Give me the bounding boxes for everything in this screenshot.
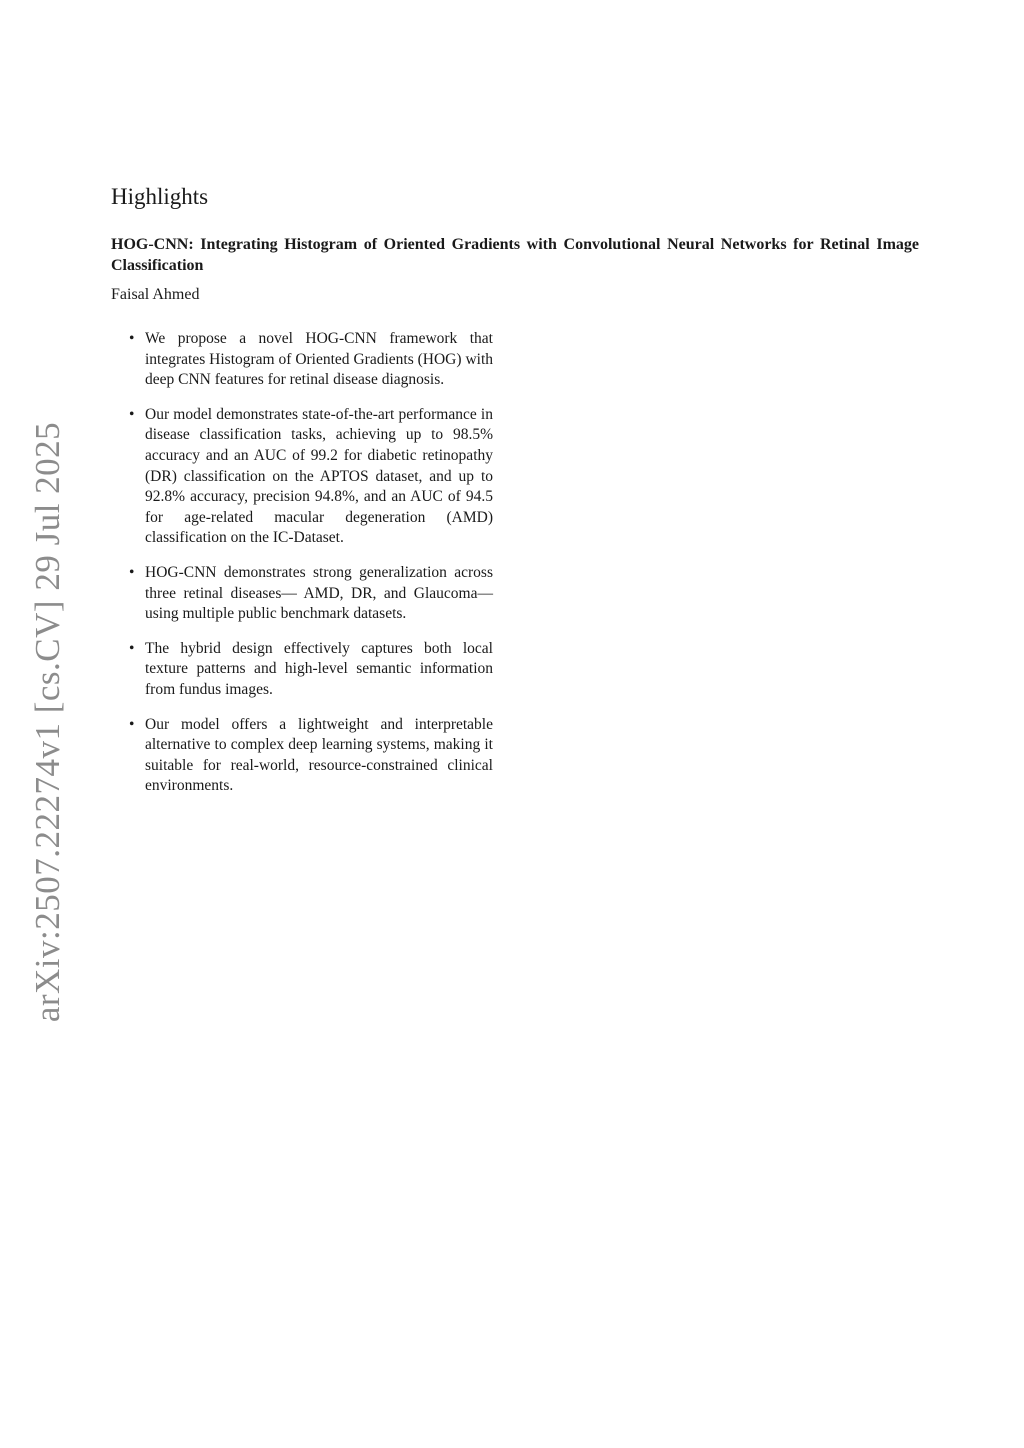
- bullet-icon: •: [129, 330, 135, 347]
- arxiv-identifier: arXiv:2507.22274v1 [cs.CV] 29 Jul 2025: [28, 421, 67, 1023]
- bullet-icon: •: [129, 639, 135, 657]
- highlight-item: [111, 563, 493, 625]
- highlight-item: [111, 405, 493, 549]
- author-name: Faisal Ahmed: [111, 286, 200, 303]
- highlight-item: [111, 639, 493, 701]
- bullet-icon: •: [129, 715, 135, 733]
- highlight-text: The hybrid design effectively captures both local texture patterns and high-level semantic information from fundus images.: [145, 639, 493, 698]
- highlight-text: Our model offers a lightweight and interpretable alternative to complex deep learning systems, making it suitable for real-world, resource-constrained clinical environments.: [145, 715, 493, 795]
- highlight-item: [111, 329, 493, 391]
- paper-title: HOG-CNN: Integrating Histogram of Oriented Gradients with Convolutional Neural Networks for Retinal Image Classification: [111, 236, 919, 274]
- bullet-icon: •: [129, 563, 135, 581]
- highlight-text: Our model demonstrates state-of-the-art performance in disease classification tasks, achieving up to 98.5% accuracy and an AUC of 99.2 for diabetic retinopathy (DR) classification on the APTOS dataset, and up to 92.8% accuracy, precision 94.8%, and an AUC of 94.5 for age-related macular degeneration (AMD) classification on the IC-Dataset.: [145, 405, 493, 547]
- highlight-text: We propose a novel HOG-CNN framework that integrates Histogram of Oriented Gradients (HOG) with deep CNN features for retinal disease diagnosis.: [145, 330, 493, 389]
- highlight-text: HOG-CNN demonstrates strong generalization across three retinal diseases— AMD, DR, and Glaucoma—using multiple public benchmark datasets.: [145, 563, 493, 623]
- highlight-item: [111, 715, 493, 797]
- highlights-list: [111, 329, 493, 811]
- section-heading: Highlights: [111, 184, 209, 209]
- bullet-icon: •: [129, 405, 135, 423]
